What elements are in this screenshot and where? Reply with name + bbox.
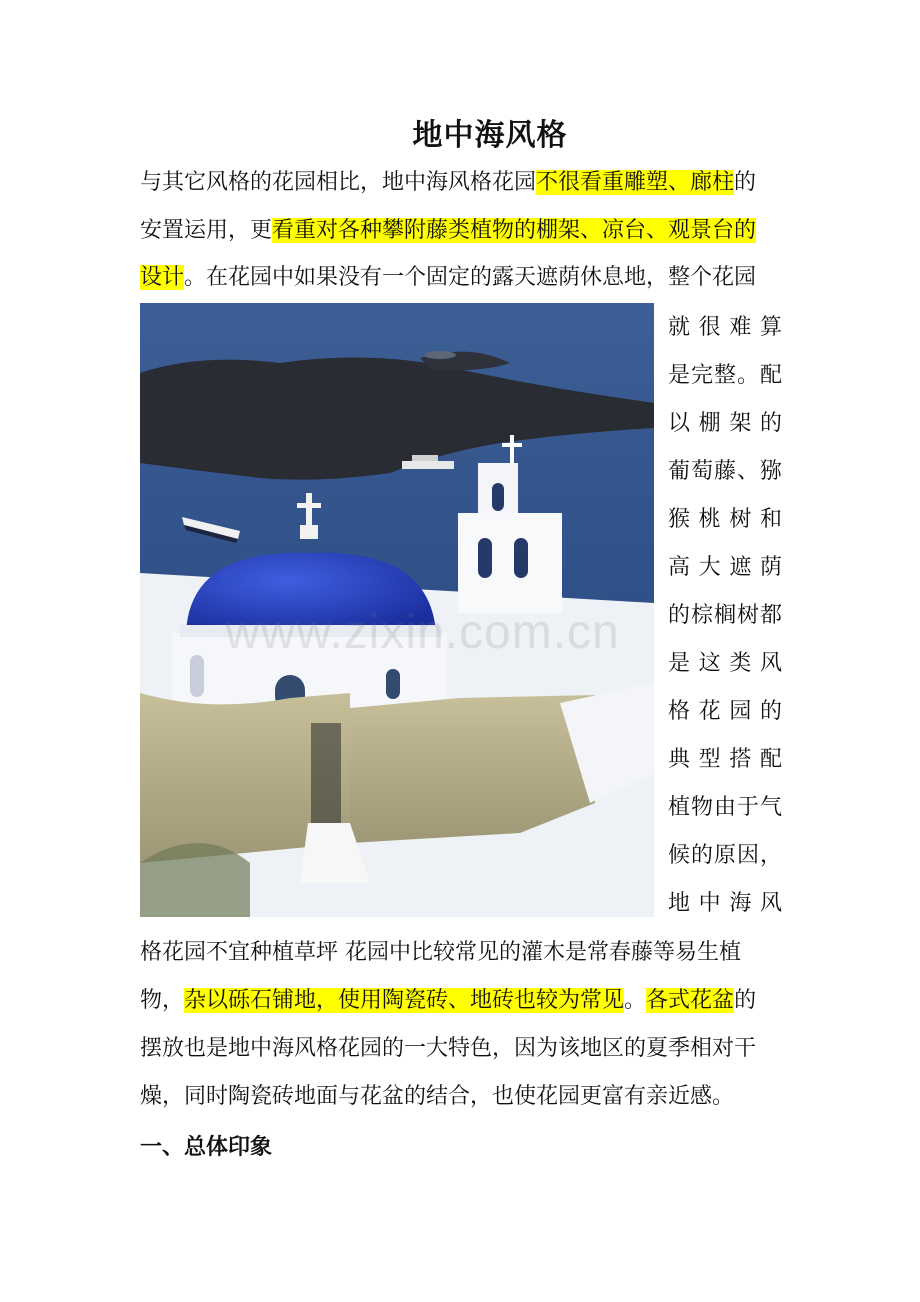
side-text-line: 格花园的 [668, 699, 782, 724]
text-run: 。 [624, 988, 647, 1013]
side-text-line: 地中海风 [668, 891, 782, 916]
side-text-line: 就很难算 [668, 315, 782, 340]
section-heading: 一、总体印象 [140, 1135, 273, 1160]
side-text-line: 是完整。配 [668, 363, 782, 388]
side-text-line: 典型搭配 [668, 747, 782, 772]
text-run: 安置运用，更 [140, 218, 273, 243]
side-text-line: 以棚架的 [668, 411, 782, 436]
text-run: 的 [734, 988, 757, 1013]
text-run: 物， [140, 988, 185, 1013]
highlighted-text: 看重对各种攀附藤类植物的棚架、凉台、观景台的 [272, 218, 757, 243]
paragraph-line-4: 格花园不宜种植草坪 花园中比较常见的灌木是常春藤等易生植 [140, 940, 741, 965]
highlighted-text: 不很看重雕塑、廊柱 [536, 170, 735, 195]
side-text-line: 猴桃树和 [668, 507, 782, 532]
paragraph-line-6: 摆放也是地中海风格花园的一大特色，因为该地区的夏季相对干 [140, 1036, 757, 1061]
santorini-photo [140, 303, 654, 917]
paragraph-line-3 [140, 263, 782, 293]
highlighted-text: 各式花盆 [646, 988, 735, 1013]
paragraph-line-5 [140, 986, 782, 1016]
highlighted-text: 设计 [140, 265, 185, 290]
paragraph-line-7: 燥，同时陶瓷砖地面与花盆的结合，也使花园更富有亲近感。 [140, 1084, 735, 1109]
side-text-line: 的棕榈树都 [668, 603, 782, 628]
paragraph-line-2 [140, 216, 782, 246]
paragraph-line-1 [140, 168, 782, 198]
highlighted-text: 杂以砾石铺地，使用陶瓷砖、地砖也较为常见 [184, 988, 625, 1013]
side-text-line: 是这类风 [668, 651, 782, 676]
text-run: 与其它风格的花园相比，地中海风格花园 [140, 170, 537, 195]
side-text-line: 植物由于气 [668, 795, 782, 820]
side-text-line: 高大遮荫 [668, 555, 782, 580]
page-title: 地中海风格 [412, 118, 568, 153]
text-run: 。在花园中如果没有一个固定的露天遮荫休息地，整个花园 [184, 265, 757, 290]
text-run: 的 [734, 170, 757, 195]
side-text-line: 葡萄藤、猕 [668, 459, 782, 484]
side-text-line: 候的原因， [668, 843, 782, 868]
